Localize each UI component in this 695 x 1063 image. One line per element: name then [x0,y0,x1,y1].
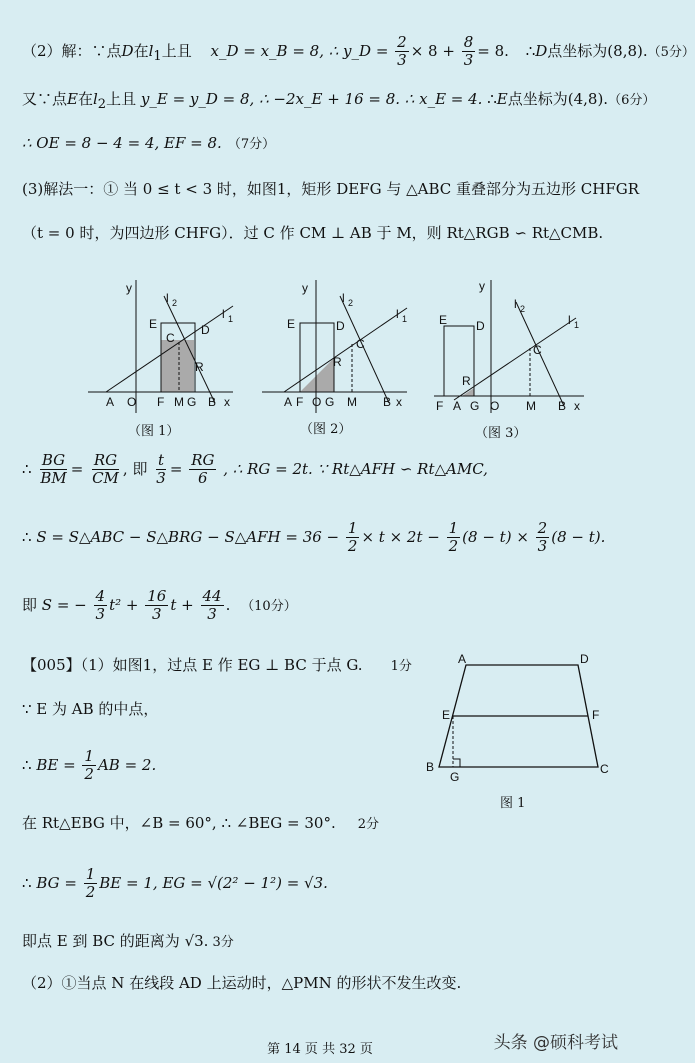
fig3-shaded-region [462,388,474,396]
q005-line6: 即点 E 到 BC 的距离为 √3. 3分 [22,932,234,950]
fig3-line-l1 [454,318,576,400]
q005-line2: ∵ E 为 AB 的中点， [22,700,159,718]
watermark: 头条 @硕科考试 [493,1033,618,1053]
figure-2-caption: （图 2） [300,422,352,437]
fig3-label-D: D [476,319,485,333]
equation-area-difference: ∴ S = S△ABC − S△BRG − S△AFH = 36 − $\frac{1}{2}$ × t × 2t − $\frac{1}{2}$ (8 − t) × $\frac{2}{3}$ (8 − t). [22,519,606,556]
q005-line3: ∴ BE = $\frac{1}{2}$ AB = 2. [22,747,157,784]
fig1-label-l2: l [166,291,169,305]
fig2-label-M: M [347,395,357,409]
fig3-label-y: y [479,279,485,293]
page-footer: 第 14 页 共 32 页 [267,1042,373,1057]
trap-label-D: D [580,652,589,666]
fig3-label-F: F [436,399,444,413]
part3-line1: (3)解法一：① 当 0 ≤ t < 3 时，如图1，矩形 DEFG 与 △ABC 重叠部分为五边形 CHFGR [22,180,640,198]
fig1-label-F: F [157,395,165,409]
trap-label-G: G [450,770,460,784]
fig2-label-B: B [383,395,392,409]
figure-1-caption: （图 1） [128,424,180,439]
part2-line3: ∴ OE = 8 − 4 = 4, EF = 8. （7分） [22,134,276,152]
part3-line2: （t = 0 时，为四边形 CHFG）．过 C 作 CM ⊥ AB 于 M，则 Rt△RGB ∽ Rt△CMB. [22,224,604,242]
fig2-label-R: R [333,355,342,369]
fig1-label-M: M [174,395,184,409]
fig1-label-y: y [126,281,132,295]
fig1-label-x: x [224,395,230,409]
q005-line7: （2）①当点 N 在线段 AD 上运动时，△PMN 的形状不发生改变. [22,974,462,992]
equation-area-result: 即 S = − $\frac{4}{3}$ t² + $\frac{16}{3}$ t + $\frac{44}{3}$ . （10分） [22,587,297,624]
fig3-label-A: A [453,399,462,413]
fig2-label-y: y [302,281,308,295]
fig1-label-E: E [149,317,158,331]
fig1-label-O: O [127,395,137,409]
figure-3 [434,278,589,418]
trapezoid-caption: 图 1 [500,796,526,811]
fig2-label-l1: l [396,307,399,321]
fig2-label-F: F [296,395,304,409]
fig2-label-D: D [336,319,345,333]
right-angle-mark [453,759,460,767]
fig3-label-l1: l [568,313,571,327]
trapezoid-figure [420,652,620,790]
fig2-label-l2: l [342,291,345,305]
svg-text:2: 2 [172,298,178,308]
fig2-label-O: O [312,395,322,409]
svg-text:1: 1 [228,314,234,324]
figure-1 [88,278,238,418]
fig2-shaded-region [300,358,334,392]
svg-text:2: 2 [348,298,354,308]
trap-label-A: A [458,652,467,666]
fig2-label-E: E [287,317,296,331]
svg-text:1: 1 [574,320,580,330]
fig1-label-D: D [201,323,210,337]
fig1-label-A: A [106,395,115,409]
fig1-label-C: C [166,331,175,345]
fig1-label-B: B [208,395,217,409]
fig3-label-E: E [439,313,448,327]
fig3-label-l2: l [514,297,517,311]
trap-label-E: E [442,708,451,722]
svg-text:1: 1 [402,314,408,324]
fig2-line-l1 [284,308,407,392]
figure-2 [262,278,412,418]
trap-label-C: C [600,762,609,776]
fig2-label-C: C [356,337,365,351]
fig3-label-R: R [462,374,471,388]
fig1-label-R: R [195,360,204,374]
fig3-label-M: M [526,399,536,413]
fig1-label-G: G [187,395,197,409]
fig3-label-x: x [574,399,580,413]
figure-3-caption: （图 3） [475,426,527,441]
fig2-label-A: A [284,395,293,409]
fig3-label-C: C [533,343,542,357]
fig2-label-G: G [325,395,335,409]
fig3-label-G: G [470,399,480,413]
q005-line4: 在 Rt△EBG 中，∠B = 60°, ∴ ∠BEG = 30°. 2分 [22,814,380,832]
q005-line1: 【005】（1）如图1，过点 E 作 EG ⊥ BC 于点 G. 1分 [22,656,412,674]
q005-line5: ∴ BG = $\frac{1}{2}$ BE = 1, EG = √(2² − 1²) = √3. [22,865,328,902]
equation-similar-triangles: ∴ $\frac{BG}{BM}$ = $\frac{RG}{CM}$ , 即 $\frac{t}{3}$ = $\frac{RG}{6}$ , ∴ RG = 2t. ∵ Rt△AFH ∽ Rt△AMC, [22,451,488,488]
fig3-label-O: O [490,399,500,413]
svg-text:2: 2 [520,304,526,314]
trap-label-F: F [592,708,600,722]
fig1-label-l1: l [222,307,225,321]
part2-line1: （2）解：∵点D在$l_1$上且 x_D = x_B = 8, ∴ y_D = $\frac{2}{3}$ × 8 + $\frac{8}{3}$ = 8. ∴D点坐标为(8,8).（5分） [22,33,695,70]
fig3-label-B: B [558,399,567,413]
fig2-label-x: x [396,395,402,409]
part2-line2: 又∵点E在$l_2$上且 y_E = y_D = 8, ∴ −2x_E + 16 = 8. ∴ x_E = 4. ∴E点坐标为(4,8).（6分） [22,90,656,112]
trap-label-B: B [426,760,435,774]
